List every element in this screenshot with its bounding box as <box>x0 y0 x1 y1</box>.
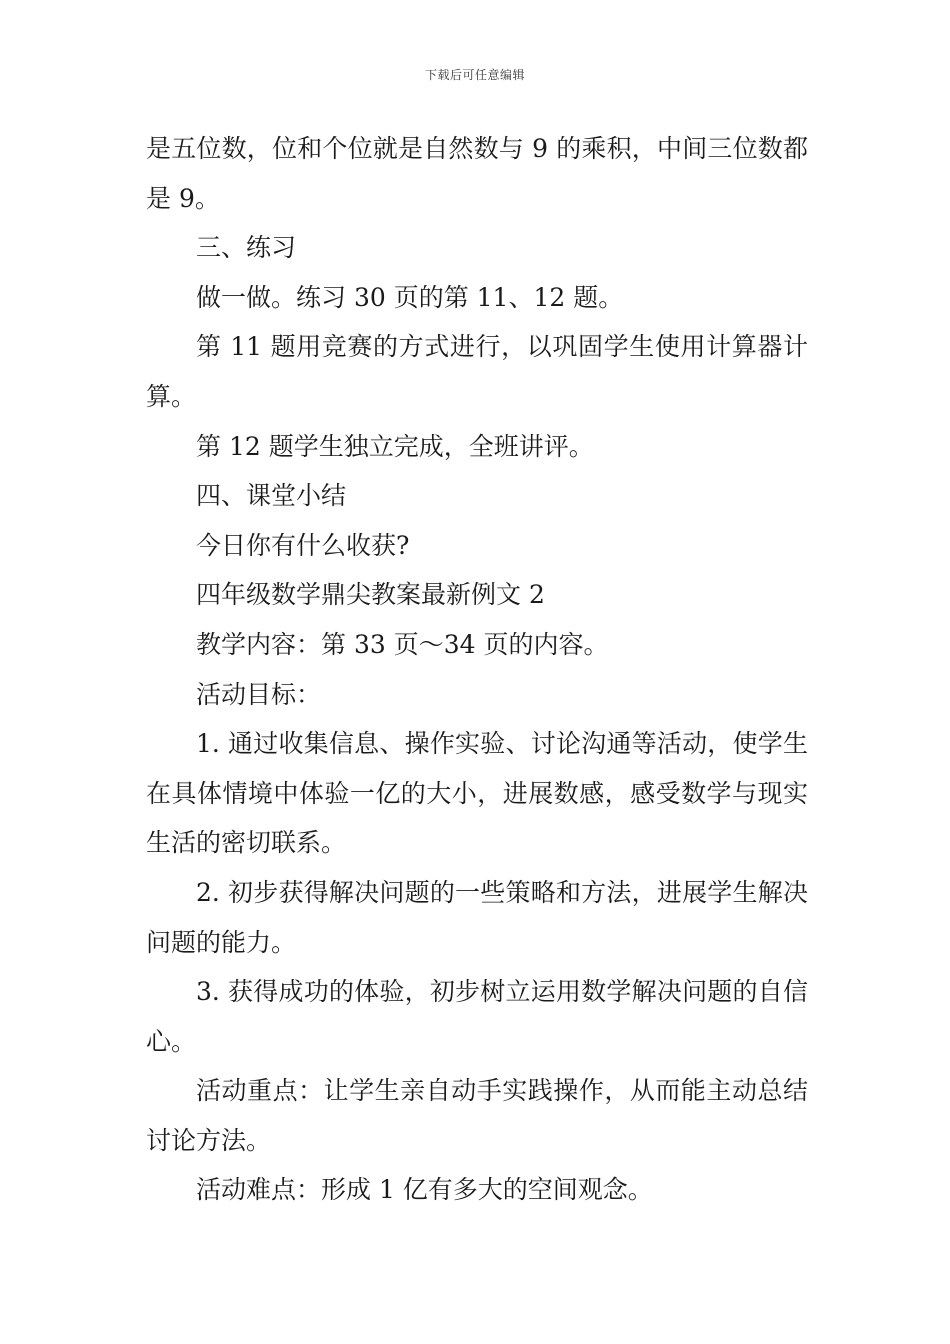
list-item: 1. 通过收集信息、操作实验、讨论沟通等活动，使学生在具体情境中体验一亿的大小，进展数感，感受数学与现实生活的密切联系。 <box>146 729 808 858</box>
paragraph: 教学内容：第 33 页～34 页的内容。 <box>196 629 609 659</box>
paragraph: 活动重点：让学生亲自动手实践操作，从而能主动总结讨论方法。 <box>146 1076 808 1155</box>
page-header: 下载后可任意编辑 <box>424 68 525 82</box>
document-body <box>146 124 808 1215</box>
document-title: 四年级数学鼎尖教案最新例文 2 <box>196 580 545 610</box>
list-item: 2. 初步获得解决问题的一些策略和方法，进展学生解决问题的能力。 <box>146 877 808 957</box>
section-heading: 四、课堂小结 <box>196 481 347 511</box>
list-item: 3. 获得成功的体验，初步树立运用数学解决问题的自信心。 <box>146 977 808 1056</box>
paragraph: 做一做。练习 30 页的第 11、12 题。 <box>196 282 624 312</box>
paragraph: 今日你有什么收获? <box>196 530 410 560</box>
paragraph: 是五位数，位和个位就是自然数与 9 的乘积，中间三位数都是 9。 <box>146 134 808 213</box>
section-heading: 三、练习 <box>196 233 297 263</box>
paragraph: 第 12 题学生独立完成，全班讲评。 <box>196 431 594 461</box>
paragraph: 第 11 题用竞赛的方式进行，以巩固学生使用计算器计算。 <box>146 332 808 411</box>
section-heading: 活动目标： <box>196 679 322 709</box>
paragraph: 活动难点：形成 1 亿有多大的空间观念。 <box>196 1175 653 1205</box>
